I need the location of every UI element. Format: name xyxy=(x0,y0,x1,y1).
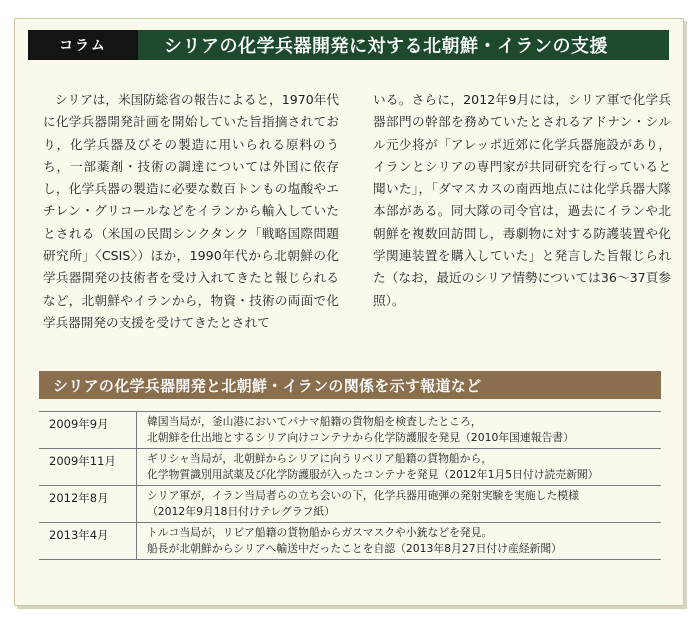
column-header xyxy=(28,30,669,60)
column-title: シリアの化学兵器開発に対する北朝鮮・イランの支援 xyxy=(164,36,608,57)
table-row xyxy=(39,523,661,560)
table-row xyxy=(39,412,661,449)
row-line: トルコ当局が，リビア船籍の貨物船からガスマスクや小銃などを発見。 xyxy=(147,526,493,539)
column-page xyxy=(14,18,684,606)
row-date: 2012年8月 xyxy=(39,486,137,522)
row-line: 韓国当局が，釜山港においてパナマ船籍の貨物船を検査したところ， xyxy=(147,415,482,428)
body-text-right: いる。さらに，2012年9月には，シリア軍で化学兵器部門の幹部を務めていたとされるアドナン・シルル元少将が「アレッポ近郊に化学兵器施設があり，イランとシリアの専門家が共同研究を行っていると聞いた」，「ダマスカスの南西地点には化学兵器大隊本部がある。同大隊の司令官は，過去にイランや北朝鮮を複数回訪問し，毒劇物に対する防護装置や化学関連装置を購入していた」と発言した旨報じられた（なお，最近のシリア情勢については36～37頁参照）。 xyxy=(373,92,671,308)
row-date: 2009年9月 xyxy=(39,412,137,448)
row-line: 北朝鮮を仕出地とするシリア向けコンテナから化学防護服を発見（2010年国連報告書） xyxy=(147,431,574,444)
column-tag: コラム xyxy=(28,30,138,60)
table-row xyxy=(39,486,661,523)
row-description xyxy=(137,488,661,520)
row-line: 船長が北朝鮮からシリアへ輸送中だったことを自認（2013年8月27日付け産経新聞） xyxy=(147,542,562,555)
row-line: シリア軍が，イラン当局者らの立ち会いの下，化学兵器用砲弾の発射実験を実施した模様 xyxy=(147,489,579,502)
body-text-left: シリアは，米国防総省の報告によると，1970年代に化学兵器開発計画を開始していた旨指摘されており，化学兵器及びその製造に用いられる原料のうち，一部薬剤・技術の調達については外国に依存し，化学兵器の製造に必要な数百トンもの塩酸やエチレン・グリコールなどをイランから輸入していたとされる（米国の民間シンクタンク「戦略国際問題研究所」〈CSIS〉）ほか，1990年代から北朝鮮の化学兵器開発の技術者を受け入れてきたと報じられるなど，北朝鮮やイランから，物資・技術の両面で化学兵器開発の支援を受けてきたとされて xyxy=(43,92,339,330)
report-table xyxy=(39,411,661,560)
row-description xyxy=(137,525,661,557)
row-description xyxy=(137,414,661,446)
row-line: 化学物質識別用試薬及び化学防護服が入ったコンテナを発見（2012年1月5日付け読売新聞） xyxy=(147,468,599,481)
row-date: 2013年4月 xyxy=(39,523,137,559)
table-title: シリアの化学兵器開発と北朝鮮・イランの関係を示す報道など xyxy=(39,371,661,399)
row-date: 2009年11月 xyxy=(39,449,137,485)
row-description xyxy=(137,451,661,483)
row-line: ギリシャ当局が，北朝鮮からシリアに向うリベリア船籍の貨物船から， xyxy=(147,452,493,465)
row-line: （2012年9月18日付けテレグラフ紙） xyxy=(147,505,336,518)
table-row xyxy=(39,449,661,486)
